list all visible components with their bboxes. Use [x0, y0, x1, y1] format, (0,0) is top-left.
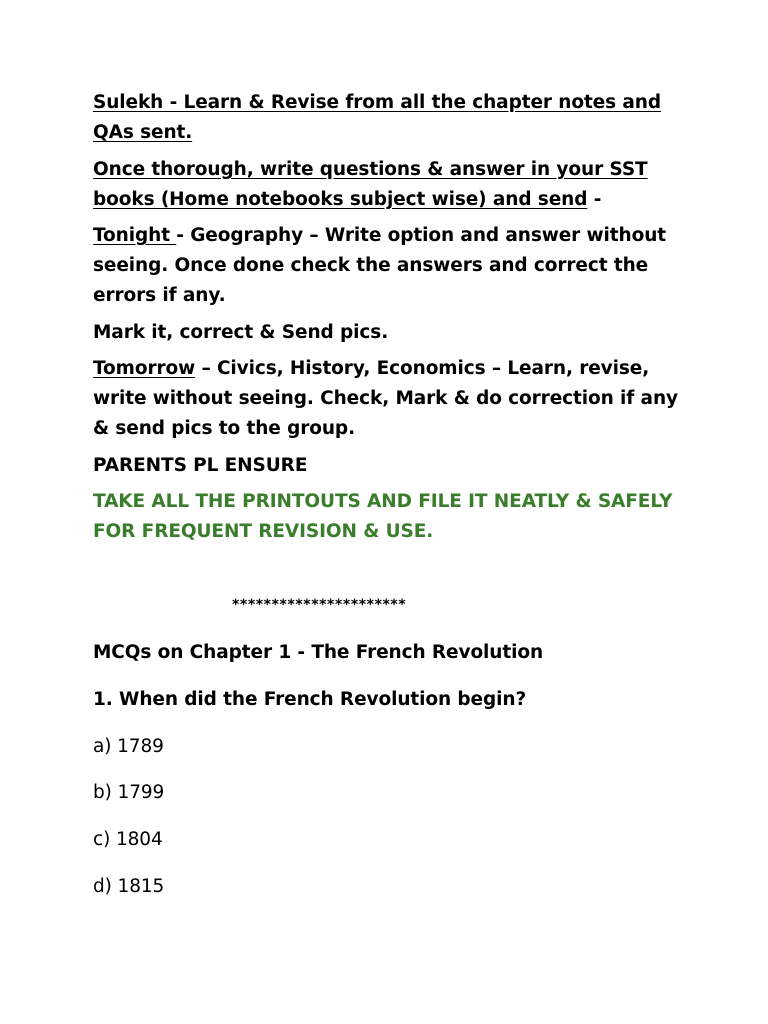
tomorrow-text: – Civics, History, Economics – Learn, revise, write without seeing. Check, Mark & do correction if any & send pics to the group. [93, 358, 678, 439]
question-1-text: 1. When did the French Revolution begin? [93, 689, 527, 710]
option-d [93, 872, 683, 902]
sulekh-text: Sulekh - Learn & Revise from all the chapter notes and QAs sent. [93, 92, 661, 143]
tomorrow-label: Tomorrow [93, 358, 196, 379]
sulekh-instruction [93, 88, 683, 148]
separator-stars [232, 590, 532, 620]
parents-heading [93, 451, 683, 481]
mcq-heading [93, 638, 683, 668]
once-thorough-instruction [93, 155, 683, 215]
question-1 [93, 685, 683, 715]
option-a [93, 732, 683, 762]
option-a-text: a) 1789 [93, 736, 164, 757]
once-thorough-text: Once thorough, write questions & answer in your SST books (Home notebooks subject wise) and send [93, 159, 648, 210]
separator-text: ********************** [232, 597, 407, 613]
tonight-instruction [93, 221, 683, 311]
option-d-text: d) 1815 [93, 876, 165, 897]
tomorrow-instruction [93, 354, 683, 444]
mark-it-text: Mark it, correct & Send pics. [93, 322, 389, 343]
once-thorough-suffix: - [587, 189, 602, 210]
option-c [93, 825, 683, 855]
option-b-text: b) 1799 [93, 782, 165, 803]
tonight-label: Tonight [93, 225, 177, 246]
option-c-text: c) 1804 [93, 829, 163, 850]
mcq-heading-text: MCQs on Chapter 1 - The French Revolution [93, 642, 544, 663]
tonight-text: - Geography – Write option and answer without seeing. Once done check the answers and correct the errors if any. [93, 225, 667, 306]
printouts-notice [93, 487, 683, 547]
mark-it-instruction [93, 318, 683, 348]
option-b [93, 778, 683, 808]
printouts-text: TAKE ALL THE PRINTOUTS AND FILE IT NEATLY & SAFELY FOR FREQUENT REVISION & USE. [93, 491, 673, 542]
parents-text: PARENTS PL ENSURE [93, 455, 308, 476]
